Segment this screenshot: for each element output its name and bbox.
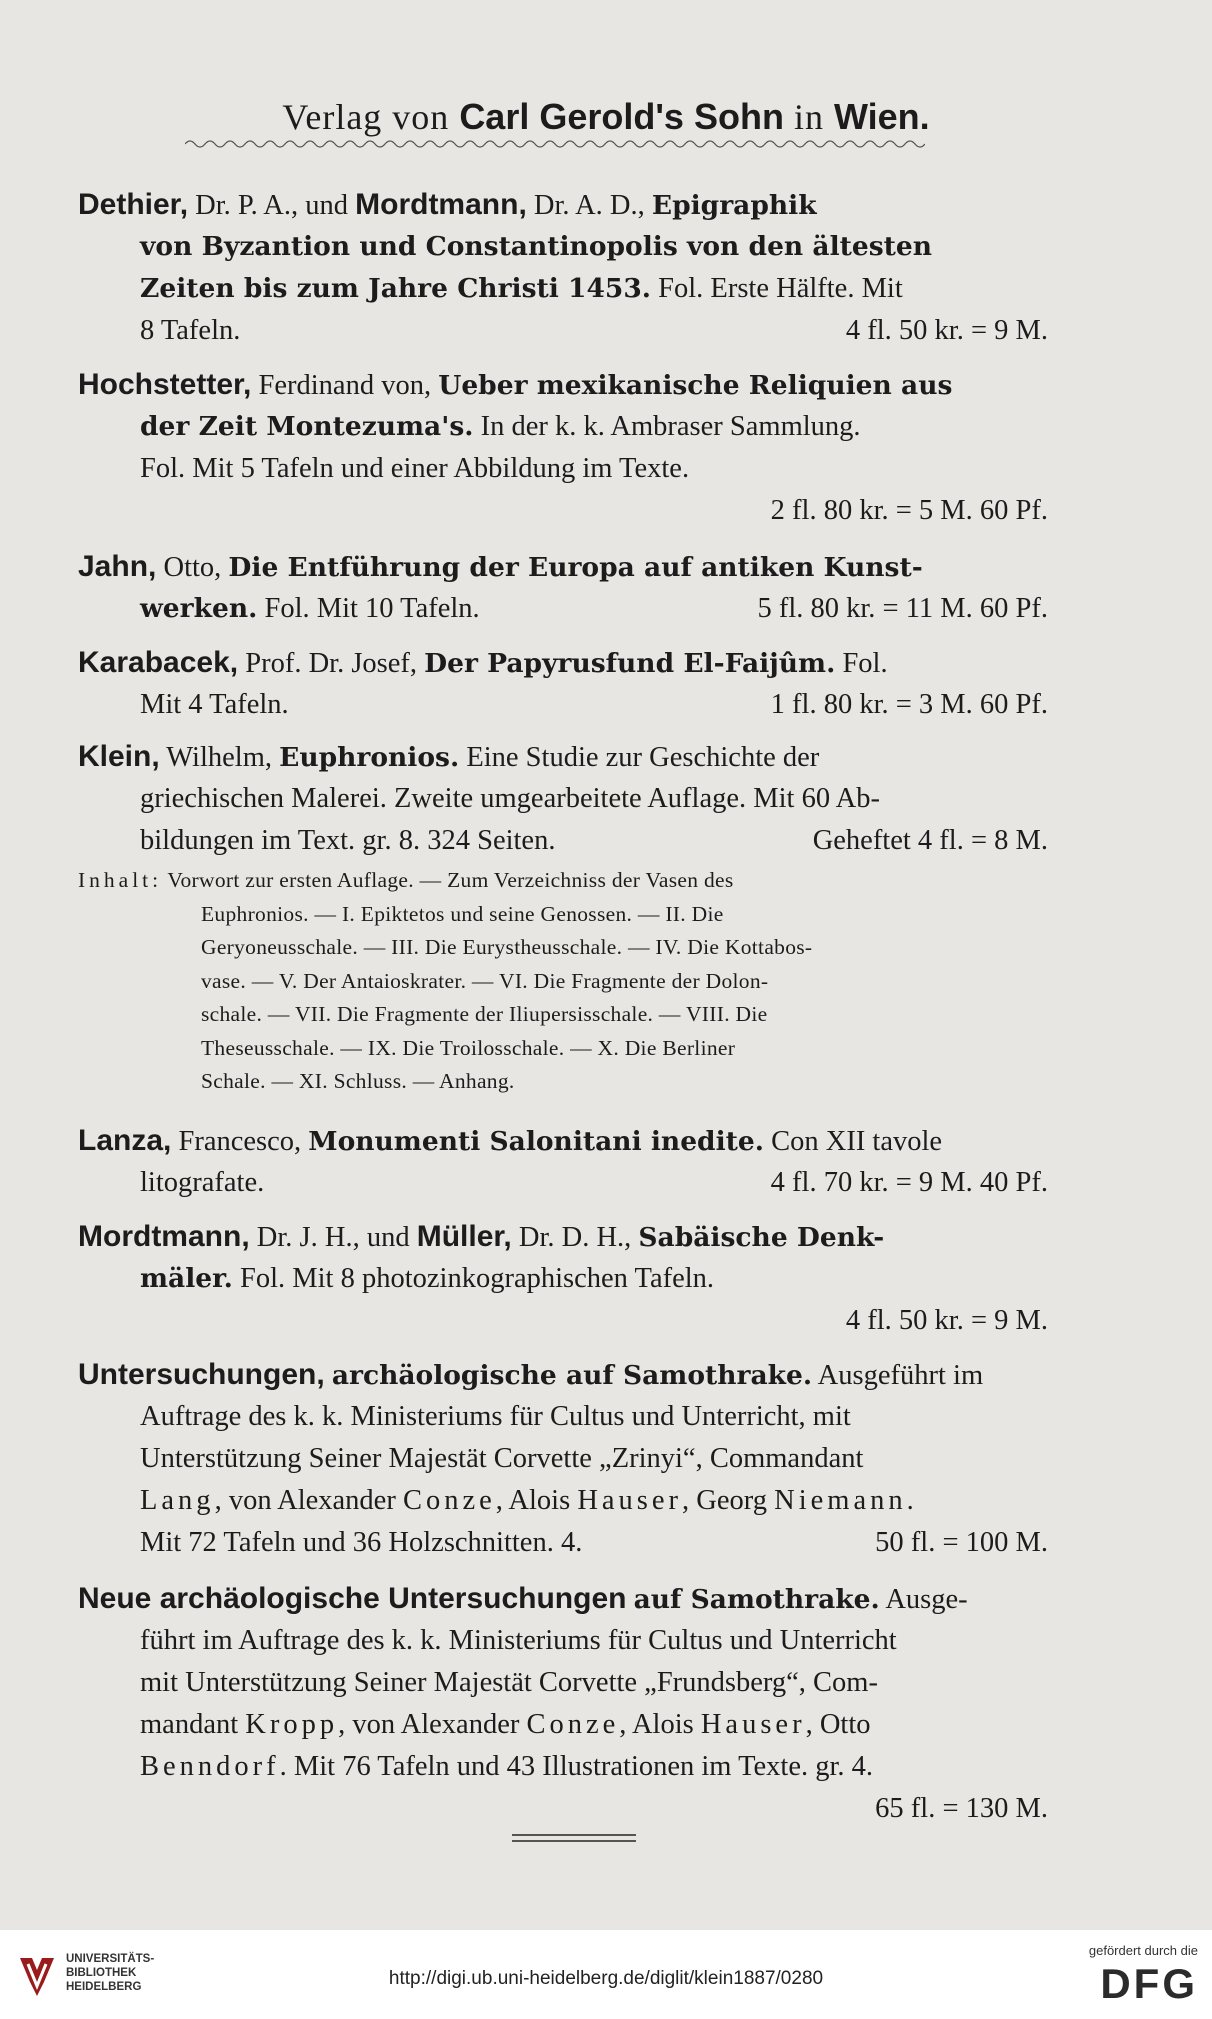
text-line: mäler. Fol. Mit 8 photozinkographischen Tafeln.	[140, 1263, 715, 1294]
text-line: Unterstützung Seiner Majestät Corvette „Zrinyi“, Commandant	[140, 1443, 864, 1474]
author-name: Hochstetter,	[78, 368, 252, 401]
book-title: Epigraphik	[651, 190, 817, 221]
text-line: 8 Tafeln. 4 fl. 50 kr. = 9 M.	[78, 310, 1048, 352]
book-title: Ueber mexikanische Reliquien aus	[438, 370, 953, 401]
text-line: mandant Kropp, von Alexander Conze, Alois Hauser, Otto	[140, 1709, 871, 1740]
price: 1 fl. 80 kr. = 3 M. 60 Pf.	[770, 689, 1048, 720]
price: 50 fl. = 100 M.	[875, 1527, 1048, 1558]
text-line	[78, 1788, 1048, 1830]
wavy-underline	[185, 138, 925, 150]
header-city: Wien.	[833, 96, 930, 137]
entry-klein	[78, 736, 1048, 862]
book-title: werken.	[140, 593, 258, 624]
author-name: Mordtmann,	[355, 188, 527, 221]
price: 5 fl. 80 kr. = 11 M. 60 Pf.	[757, 593, 1048, 624]
price: 4 fl. 70 kr. = 9 M. 40 Pf.	[770, 1167, 1048, 1198]
table-of-contents	[78, 864, 1053, 1099]
price: 65 fl. = 130 M.	[875, 1793, 1048, 1824]
author-name: Jahn,	[78, 550, 157, 583]
text-line: Schale. — XI. Schluss. — Anhang.	[201, 1069, 515, 1093]
end-rule	[512, 1834, 636, 1836]
entry-lanza	[78, 1120, 1048, 1204]
author-name: Müller,	[416, 1220, 512, 1253]
header-publisher: Carl Gerold's Sohn	[459, 96, 784, 137]
funded-by-label: gefördert durch die	[1088, 1943, 1198, 1958]
text-line: Klein, Wilhelm, Euphronios. Eine Studie zur Geschichte der	[78, 740, 820, 773]
text-line: vase. — V. Der Antaioskrater. — VI. Die Fragmente der Dolon-	[201, 968, 769, 993]
text-line: Untersuchungen, archäologische auf Samothrake. Ausgeführt im	[78, 1358, 984, 1391]
book-title: mäler.	[140, 1263, 233, 1294]
text-line: Jahn, Otto, Die Entführung der Europa auf antiken Kunst-	[78, 550, 923, 583]
text-line	[78, 226, 1048, 268]
text-line	[78, 1300, 1048, 1342]
text-line: Euphronios. — I. Epiktetos und seine Genossen. — II. Die	[201, 901, 724, 926]
contents-label: Inhalt:	[78, 868, 163, 892]
entry-jahn	[78, 546, 1048, 630]
price: Geheftet 4 fl. = 8 M.	[812, 825, 1048, 856]
text-line: Inhalt: Vorwort zur ersten Auflage. — Zum Verzeichniss der Vasen des	[78, 868, 734, 892]
text-line: Fol. Mit 5 Tafeln und einer Abbildung im Texte.	[140, 453, 690, 484]
entry-dethier	[78, 184, 1048, 352]
text-line: Dethier, Dr. P. A., und Mordtmann, Dr. A. D., Epigraphik	[78, 188, 817, 221]
end-rule	[512, 1840, 636, 1842]
text-line: der Zeit Montezuma's. In der k. k. Ambraser Sammlung.	[140, 411, 861, 442]
text-line: mit Unterstützung Seiner Majestät Corvette „Frundsberg“, Com-	[140, 1667, 878, 1698]
entry-karabacek	[78, 642, 1048, 726]
text-line: Zeiten bis zum Jahre Christi 1453. Fol. Erste Hälfte. Mit	[140, 273, 903, 304]
entry-untersuchungen	[78, 1354, 1048, 1564]
text-line: bildungen im Text. gr. 8. 324 Seiten. Geheftet 4 fl. = 8 M.	[78, 820, 1048, 862]
entry-mordtmann	[78, 1216, 1048, 1342]
entry-hochstetter	[78, 364, 1048, 532]
book-title: archäologische auf Samothrake.	[331, 1360, 813, 1391]
book-title: Der Papyrusfund El-Faijûm.	[424, 648, 836, 679]
text-line: Mit 4 Tafeln. 1 fl. 80 kr. = 3 M. 60 Pf.	[78, 684, 1048, 726]
entry-neue-untersuchungen	[78, 1578, 1048, 1830]
author-name: Mordtmann,	[78, 1220, 250, 1253]
header-mid: in	[793, 97, 824, 137]
text-line: Neue archäologische Untersuchungen auf Samothrake. Ausge-	[78, 1582, 968, 1615]
text-line: werken. Fol. Mit 10 Tafeln. 5 fl. 80 kr. = 11 M. 60 Pf.	[78, 588, 1048, 630]
text-line: schale. — VII. Die Fragmente der Iliupersisschale. — VIII. Die	[201, 1002, 768, 1026]
text-line: Karabacek, Prof. Dr. Josef, Der Papyrusfund El-Faijûm. Fol.	[78, 646, 888, 679]
text-line: Lang, von Alexander Conze, Alois Hauser, Georg Niemann.	[140, 1485, 914, 1516]
author-name: Untersuchungen,	[78, 1358, 325, 1391]
text-line	[78, 490, 1048, 532]
book-title: Die Entführung der Europa auf antiken Kunst-	[228, 552, 923, 583]
book-title: von Byzantion und Constantinopolis von den ältesten	[140, 231, 933, 262]
library-name: UNIVERSITÄTS- BIBLIOTHEK HEIDELBERG	[66, 1953, 155, 1993]
author-name: Neue archäologische Untersuchungen	[78, 1582, 627, 1615]
header-pre: Verlag von	[282, 97, 450, 137]
book-title: Sabäische Denk-	[638, 1222, 885, 1253]
text-line: litografate. 4 fl. 70 kr. = 9 M. 40 Pf.	[78, 1162, 1048, 1204]
dfg-logo: DFG	[1100, 1960, 1198, 2007]
publisher-header	[0, 96, 1212, 138]
author-name: Karabacek,	[78, 646, 239, 679]
price: 2 fl. 80 kr. = 5 M. 60 Pf.	[770, 495, 1048, 526]
author-name: Klein,	[78, 740, 160, 773]
text-line: Mit 72 Tafeln und 36 Holzschnitten. 4. 50 fl. = 100 M.	[78, 1522, 1048, 1564]
text-line: Auftrage des k. k. Ministeriums für Cultus und Unterricht, mit	[140, 1401, 851, 1432]
source-url[interactable]: http://digi.ub.uni-heidelberg.de/diglit/klein1887/0280	[388, 1968, 824, 1989]
text-line: Mordtmann, Dr. J. H., und Müller, Dr. D. H., Sabäische Denk-	[78, 1220, 885, 1253]
author-name: Dethier,	[78, 188, 189, 221]
price: 4 fl. 50 kr. = 9 M.	[845, 315, 1048, 346]
text-line: führt im Auftrage des k. k. Ministeriums für Cultus und Unterricht	[140, 1625, 897, 1656]
author-name: Lanza,	[78, 1124, 172, 1157]
book-title: Monumenti Salonitani inedite.	[308, 1126, 764, 1157]
book-title: auf Samothrake.	[633, 1584, 880, 1615]
text-line: Benndorf. Mit 76 Tafeln und 43 Illustrationen im Texte. gr. 4.	[140, 1751, 874, 1782]
text-line: Hochstetter, Ferdinand von, Ueber mexikanische Reliquien aus	[78, 368, 953, 401]
text-line: Theseusschale. — IX. Die Troilosschale. — X. Die Berliner	[201, 1035, 736, 1060]
price: 4 fl. 50 kr. = 9 M.	[845, 1305, 1048, 1336]
text-line: Lanza, Francesco, Monumenti Salonitani inedite. Con XII tavole	[78, 1124, 943, 1157]
book-title: der Zeit Montezuma's.	[140, 411, 474, 442]
book-title: Euphronios.	[279, 742, 460, 773]
text-line: griechischen Malerei. Zweite umgearbeitete Auflage. Mit 60 Ab-	[140, 783, 880, 814]
book-title: Zeiten bis zum Jahre Christi 1453.	[140, 273, 652, 304]
text-line: Geryoneusschale. — III. Die Eurystheusschale. — IV. Die Kottabos-	[201, 935, 813, 959]
